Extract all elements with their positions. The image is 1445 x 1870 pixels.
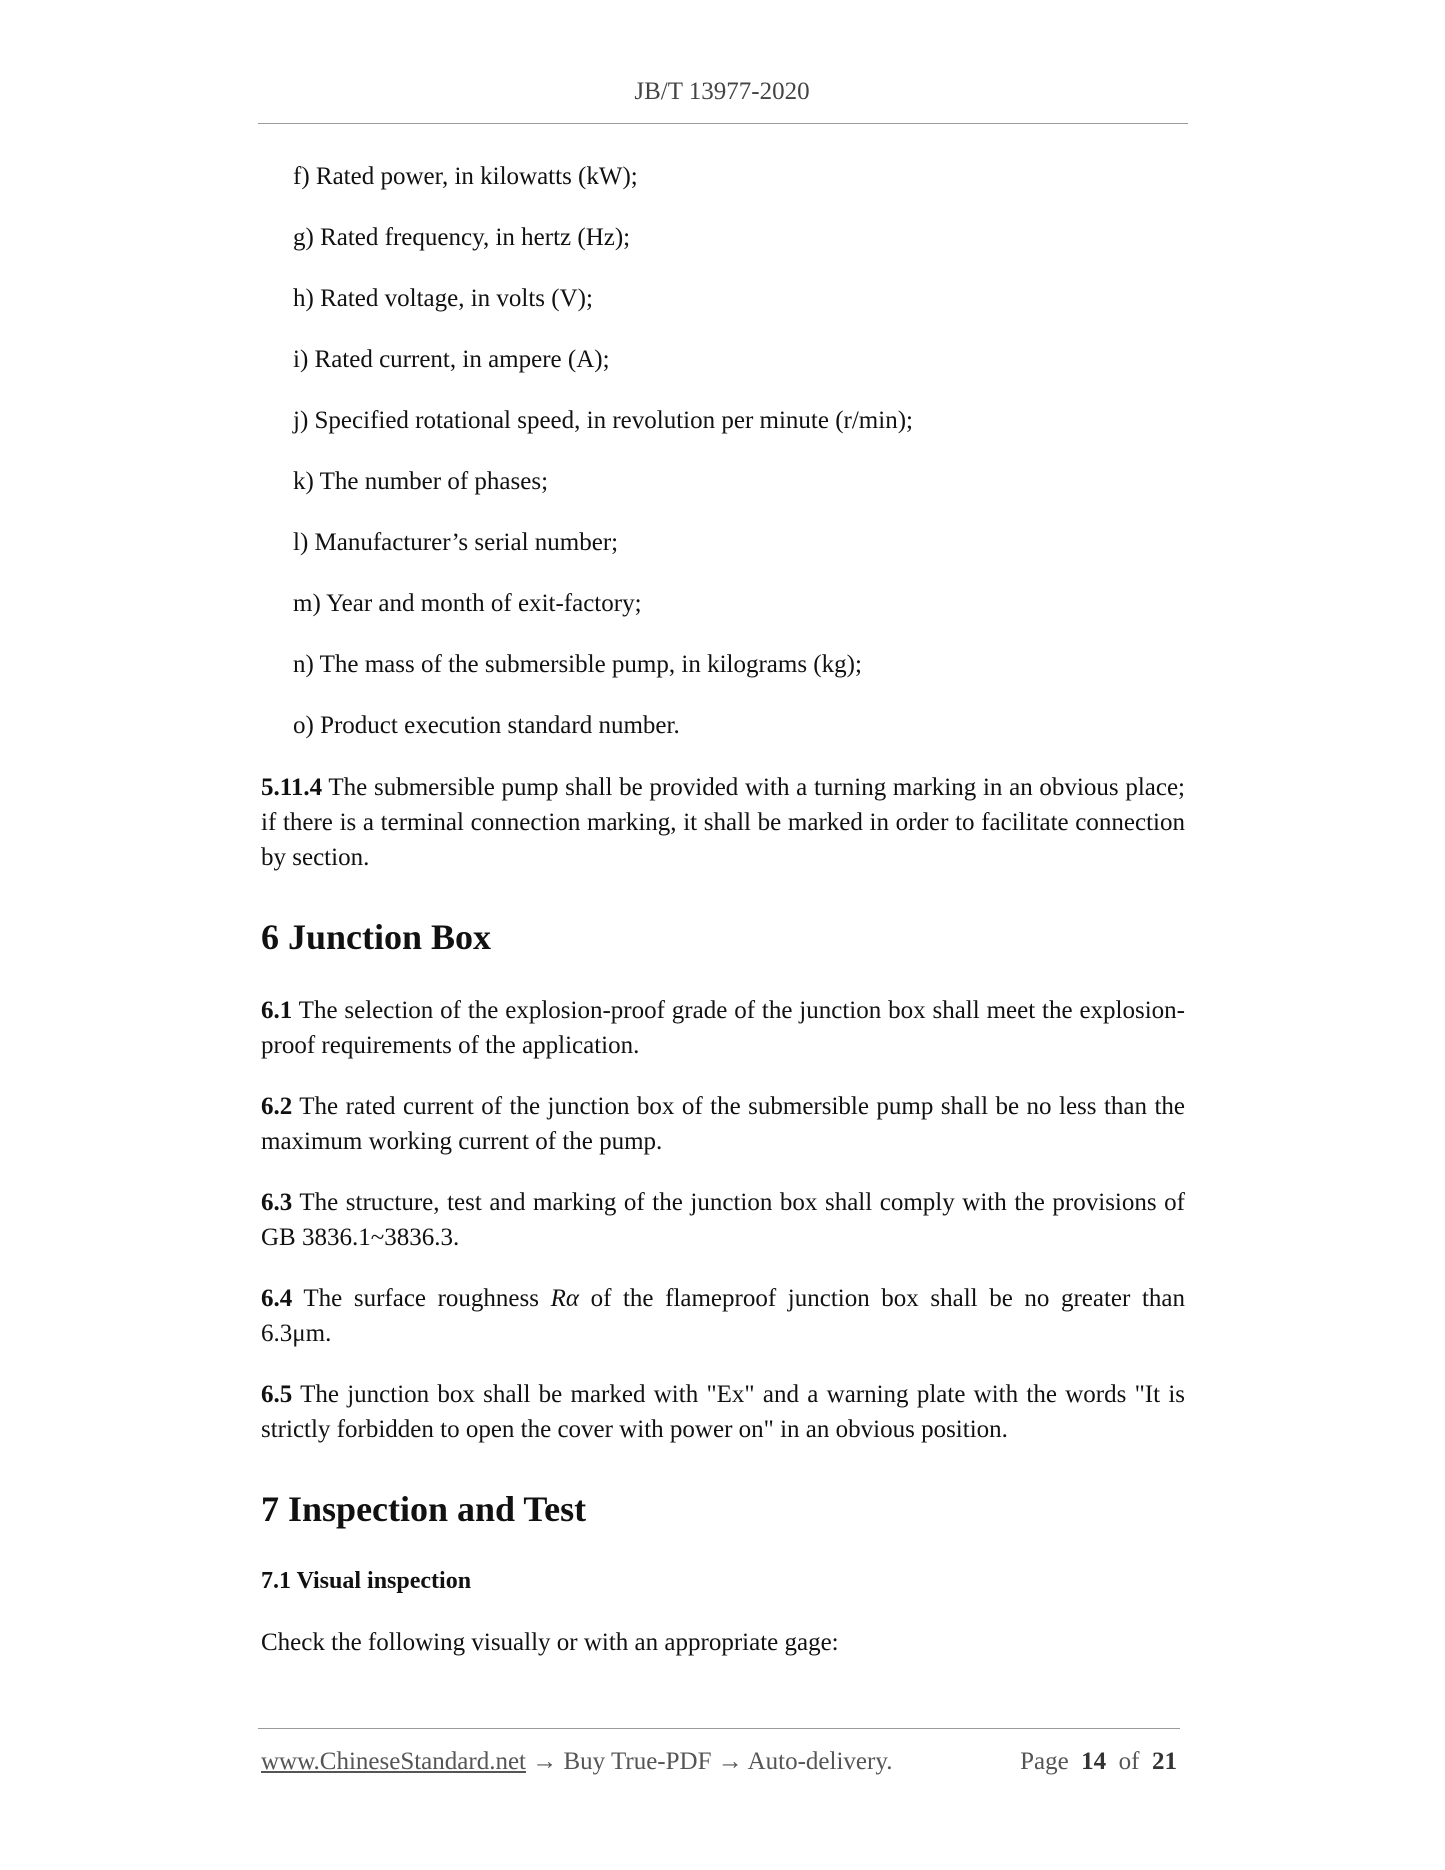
- page-header: JB/T 13977-2020: [634, 78, 810, 105]
- header-divider: [258, 123, 1188, 124]
- footer-tagline: → Buy True-PDF → Auto-delivery.: [526, 1748, 893, 1775]
- clause-number: 5.11.4: [261, 774, 323, 801]
- clause-text: The structure, test and marking of the junction box shall comply with the provisions of GB 3836.1~3836.3.: [261, 1189, 1185, 1251]
- clause-text: The selection of the explosion-proof grade of the junction box shall meet the explosion-proof requirements of the application.: [261, 997, 1185, 1059]
- page-total: 21: [1152, 1748, 1177, 1775]
- clause-6-5: [261, 1377, 1185, 1447]
- clause-text: The surface roughness: [292, 1285, 551, 1312]
- clause-text: The rated current of the junction box of the submersible pump shall be no less than the maximum working current of the pump.: [261, 1093, 1185, 1155]
- clause-5-11-4: [261, 770, 1185, 875]
- clause-text: The junction box shall be marked with "Ex" and a warning plate with the words "It is strictly forbidden to open the cover with power on" in an obvious position.: [261, 1381, 1185, 1443]
- subsection-7-1-heading: 7.1 Visual inspection: [261, 1568, 472, 1594]
- list-item: l) Manufacturer’s serial number;: [293, 529, 619, 556]
- list-item: i) Rated current, in ampere (A);: [293, 346, 610, 373]
- section-7-heading: 7 Inspection and Test: [261, 1489, 587, 1529]
- list-item: f) Rated power, in kilowatts (kW);: [293, 163, 638, 190]
- clause-text: of the flameproof junction box shall be no greater than 6.3μm.: [261, 1285, 1185, 1347]
- list-item: j) Specified rotational speed, in revolution per minute (r/min);: [293, 407, 913, 434]
- clause-6-1: [261, 993, 1185, 1063]
- list-item: k) The number of phases;: [293, 468, 549, 495]
- list-item: g) Rated frequency, in hertz (Hz);: [293, 224, 631, 251]
- clause-6-3: [261, 1185, 1185, 1255]
- page-number: 14: [1081, 1748, 1107, 1775]
- clause-number: 6.2: [261, 1093, 293, 1120]
- section-6-heading: 6 Junction Box: [261, 917, 492, 957]
- list-item: m) Year and month of exit-factory;: [293, 590, 642, 617]
- inspection-intro: Check the following visually or with an appropriate gage:: [261, 1629, 839, 1656]
- of-label: of: [1118, 1748, 1140, 1775]
- marking-list: [261, 160, 1185, 743]
- clause-number: 6.3: [261, 1189, 293, 1216]
- page-footer: [261, 1748, 1181, 1776]
- list-item: h) Rated voltage, in volts (V);: [293, 285, 593, 312]
- page-indicator: [1020, 1748, 1177, 1776]
- roughness-symbol: Rα: [550, 1285, 579, 1312]
- footer-divider: [258, 1728, 1180, 1729]
- site-link[interactable]: www.ChineseStandard.net: [261, 1748, 526, 1775]
- clause-text: The submersible pump shall be provided with a turning marking in an obvious place; if there is a terminal connection marking, it shall be marked in order to facilitate connection by section.: [261, 774, 1185, 871]
- list-item: n) The mass of the submersible pump, in kilograms (kg);: [293, 651, 862, 678]
- clause-6-4: [261, 1281, 1185, 1351]
- clause-number: 6.5: [261, 1381, 293, 1408]
- clause-number: 6.1: [261, 997, 293, 1024]
- list-item: o) Product execution standard number.: [293, 712, 680, 739]
- page-label: Page: [1020, 1748, 1069, 1775]
- page-content: [261, 160, 1185, 1686]
- clause-number: 6.4: [261, 1285, 293, 1312]
- clause-6-2: [261, 1089, 1185, 1159]
